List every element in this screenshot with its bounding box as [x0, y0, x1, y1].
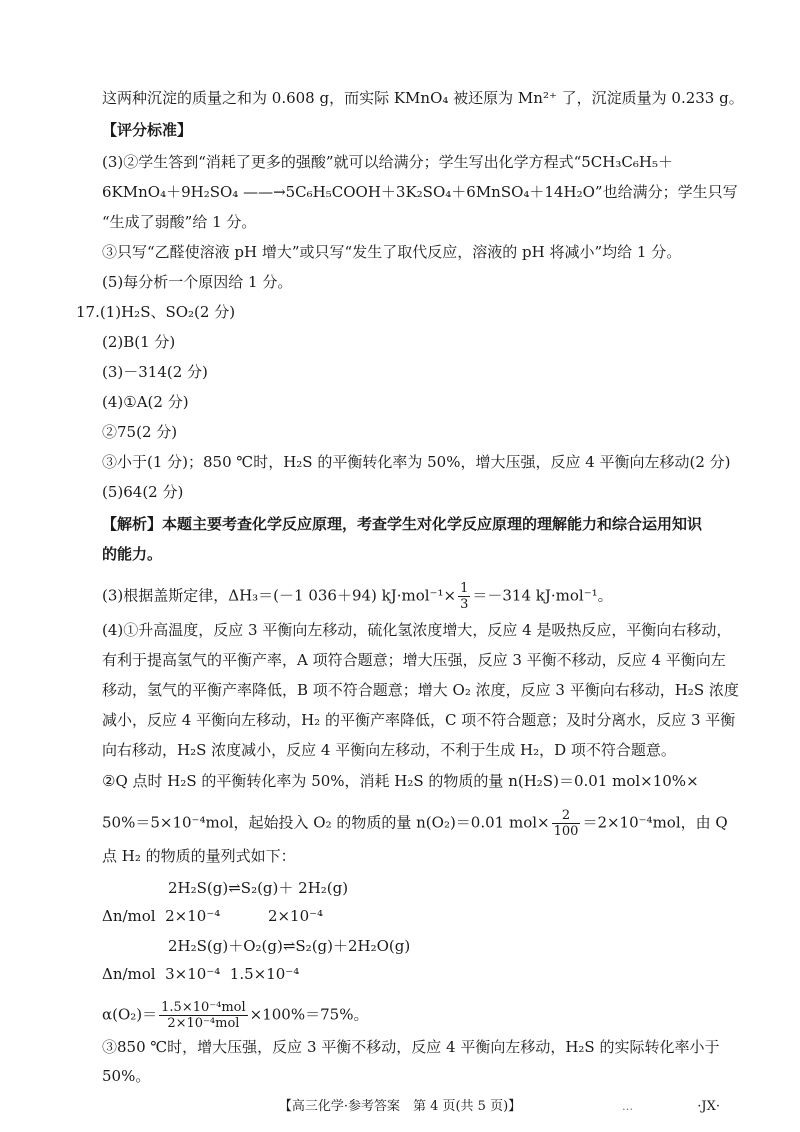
text-line: 50%。	[102, 1067, 151, 1085]
text-segment: 50%＝5×10⁻⁴mol，起始投入 O₂ 的物质的量 n(O₂)＝0.01 mol×	[102, 813, 550, 832]
equation-2-delta: Δn/mol 3×10⁻⁴ 1.5×10⁻⁴	[102, 965, 300, 983]
o2-amount-line	[102, 808, 740, 839]
text-line: ③只写“乙醛使溶液 pH 增大”或只写“发生了取代反应，溶液的 pH 将减小”均给 1 分。	[102, 243, 682, 261]
page-footer: 【高三化学·参考答案 第 4 页(共 5 页)】	[278, 1099, 522, 1114]
text-line: (5)64(2 分)	[102, 483, 184, 501]
fraction-numerator: 1.5×10⁻⁴mol	[161, 1000, 246, 1015]
text-line: (2)B(1 分)	[102, 333, 176, 351]
text-segment: ＝2×10⁻⁴mol，由 Q	[582, 813, 728, 832]
equation-1: 2H₂S(g)⇌S₂(g)＋ 2H₂(g)	[168, 879, 349, 897]
fraction-denominator: 100	[553, 824, 579, 839]
text-line: (4)①升高温度，反应 3 平衡向左移动，硫化氢浓度增大，反应 4 是吸热反应，平衡向右移动，	[102, 621, 732, 639]
section-heading-scoring: 【评分标准】	[102, 121, 193, 139]
text-segment: ＝－314 kJ·mol⁻¹。	[472, 586, 613, 605]
text-line: 有利于提高氢气的平衡产率，A 项符合题意；增大压强，反应 3 平衡不移动，反应 4 平衡向左	[102, 651, 726, 669]
equation-1-delta: Δn/mol 2×10⁻⁴ 2×10⁻⁴	[102, 907, 324, 925]
fraction-denominator: 2×10⁻⁴mol	[167, 1016, 240, 1031]
text-line: 6KMnO₄＋9H₂SO₄ ——→5C₆H₅COOH＋3K₂SO₄＋6MnSO₄＋14H₂O”也给满分；学生只写	[102, 183, 738, 201]
hess-law-line	[102, 581, 740, 612]
text-line: ②Q 点时 H₂S 的平衡转化率为 50%，消耗 H₂S 的物质的量 n(H₂S)＝0.01 mol×10%×	[102, 772, 699, 790]
analysis-heading: 【解析】本题主要考查化学反应原理，考查学生对化学反应原理的理解能力和综合运用知识	[102, 515, 703, 533]
text-line: 这两种沉淀的质量之和为 0.608 g，而实际 KMnO₄ 被还原为 Mn²⁺ 了，沉淀质量为 0.233 g。	[102, 89, 744, 107]
fraction-numerator: 2	[552, 808, 581, 824]
fraction-denominator: 3	[460, 597, 469, 612]
text-line: ③850 ℃时，增大压强，反应 3 平衡不移动，反应 4 平衡向左移动，H₂S 的实际转化率小于	[102, 1038, 720, 1056]
text-line: (3)－314(2 分)	[102, 363, 208, 381]
footer-dots: …	[622, 1100, 633, 1113]
text-line: 移动，氢气的平衡产率降低，B 项不符合题意；增大 O₂ 浓度，反应 3 平衡向右移动，H₂S 浓度	[102, 681, 739, 699]
text-segment: α(O₂)＝	[102, 1005, 158, 1024]
text-line: 点 H₂ 的物质的量列式如下：	[102, 847, 296, 865]
fraction-two-hundredth	[552, 808, 581, 839]
fraction-numerator: 1	[460, 581, 469, 596]
question-17-answer: 17.(1)H₂S、SO₂(2 分)	[76, 303, 236, 321]
equation-2: 2H₂S(g)＋O₂(g)⇌S₂(g)＋2H₂O(g)	[168, 937, 411, 955]
footer-code: ·JX·	[697, 1099, 720, 1114]
text-line: 的能力。	[102, 545, 163, 563]
text-segment: ×100%＝75%。	[249, 1005, 369, 1024]
text-line: 向右移动，H₂S 浓度减小，反应 4 平衡向左移动，不利于生成 H₂，D 项不符合题意。	[102, 741, 676, 759]
text-line: ②75(2 分)	[102, 423, 178, 441]
text-line: (5)每分析一个原因给 1 分。	[102, 273, 293, 291]
text-line: (3)②学生答到“消耗了更多的强酸”就可以给满分；学生写出化学方程式“5CH₃C₆H₅＋	[102, 153, 673, 171]
text-segment: (3)根据盖斯定律，ΔH₃＝(－1 036＋94) kJ·mol⁻¹×	[102, 586, 457, 605]
fraction-alpha	[159, 1000, 248, 1031]
text-line: “生成了弱酸”给 1 分。	[102, 213, 257, 231]
text-line: 减小，反应 4 平衡向左移动，H₂ 的平衡产率降低，C 项不符合题意；及时分离水，反应 3 平衡	[102, 711, 736, 729]
alpha-o2-line	[102, 1000, 740, 1031]
text-line: ③小于(1 分)；850 ℃时，H₂S 的平衡转化率为 50%，增大压强，反应 4 平衡向左移动(2 分)	[102, 453, 731, 471]
fraction-one-third	[458, 581, 470, 612]
text-line: (4)①A(2 分)	[102, 393, 189, 411]
